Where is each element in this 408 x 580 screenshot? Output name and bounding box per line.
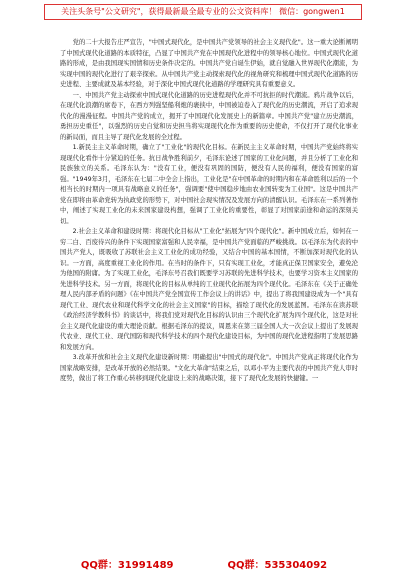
paragraph: 一、中国共产党主动探索中国式现代化道路的历史进程现代化并不可抗拒的时代潮流。鸦片战争以后，在现代化浪潮的席卷下，在西方列强坚船利炮的裹挟中，中国被迫卷入了现代化的历史潮流，开启了追求现代化的漫漫征程。中国共产党的成立，揭开了中国现代化发展史上的新篇章。中国共产党"建立历史潮流，勇担历史重任"，以强烈的历史自觉和历史担当将实现现代化作为重要的历史使命，不仅打开了现代化事业的新局面，而且主导了现代化发展的全过程。 <box>60 91 358 141</box>
paragraph: 3.改革开放和社会主义现代化建设新时期：明确提出"中国式的现代化"。中国共产党真正将现代化作为国家战略安排，是改革开放的必然结果。"文化大革命"结束之后，以邓小平为主要代表的中国共产党人审时度势，做出了将工作重心转移到现代化建设上来的战略决策，接下了现代化发展的快捷键。一 <box>60 354 358 382</box>
paragraph: 2.社会主义革命和建设时期：将现代化目标从"工业化"拓展为"四个现代化"。新中国成立后，如何在一穷二白、百废待兴的条件下实现国家富强和人民幸福，是中国共产党面临的严峻挑战。以毛泽东为代表的中国共产党人，既吸收了苏联社会主义工业化的成功经验，又结合中国的基本国情，不断加深对现代化的认识。一方面，高度重视工业化的作用。在当时的条件下，只有实现工业化，才能真正保卫国家安全，避免沦为他国的附庸。为了实现工业化，毛泽东号召我们既要学习苏联的先进科学技术，也要学习资本主义国家的先进科学技术。另一方面，将现代化的目标从单纯的工业现代化拓展为四个现代化。毛泽东在《关于正确处理人民内部矛盾的问题》《在中国共产党全国宣传工作会议上的讲话》中，提出了将我国建设成为一个"具有现代工业、现代农业和现代科学文化的社会主义国家"的目标，描绘了现代化的发展蓝图。毛泽东在读苏联《政治经济学教科书》的谈话中，将我们党对现代化目标的认识由三个现代化扩展为四个现代化，这是对社会主义现代化建设的重大理论贡献。根据毛泽东的提议，周恩来在第三届全国人大一次会议上提出了发展现代农业、现代工业、现代国防和现代科学技术的四个现代化建设目标，为中国的现代化进程指明了发展思路和发展方向。 <box>60 228 358 351</box>
paragraph: 1.新民主主义革命时期，确立了"工业化"的现代化目标。在新民主主义革命时期，中国共产党始终将实现现代化看作十分紧迫的任务。抗日战争胜利前夕，毛泽东论述了国家的工业化问题，并且分析了工业化和民族独立的关系。毛泽东认为："没有工业，便没有巩固的国防，便没有人民的福利，便没有国家的富强。"1949年3月，毛泽东在七届二中全会上指出，工业化是"在中国革命的时期内和在革命胜利以后的一个相当长的时期内一项具有战略意义的任务"，强调要"使中国稳步地由农业国转变为工业国"。这是中国共产党在即将由革命党转为执政党的形势下，对中国社会现实情况及发展方向的清醒认识。毛泽东在一系列著作中，阐述了实现工业化的未来国家建设构想，强调了工业化的重要性，彰显了对国家前途和命运的深刻关切。 <box>60 144 358 225</box>
document-body <box>60 38 358 550</box>
qq-group-footer <box>0 553 408 569</box>
promo-banner-text: 关注头条号"公文研究"，获得最新最全最专业的公文资料库！ 微信：gongwen1 <box>61 7 345 16</box>
qq-group-1: QQ群：31991489 <box>80 560 174 571</box>
qq-group-2: QQ群：535304092 <box>227 560 328 571</box>
paragraph: 党的二十大报告庄严宣告，"中国式现代化，是中国共产党领导的社会主义现代化"。这一重大论断阐明了中国式现代化道路的本质特征，凸显了中国共产党在中国现代化进程中的领导核心地位。中国式现代化道路的形成，是由我国现实国情和历史条件决定的。中国共产党自诞生伊始，就自觉融入世界现代化潮流，为实现中国的现代化进行了艰辛探索。从中国共产党主动探索现代化的视角研究和梳理中国式现代化道路的历史进程、主要成就及基本经验，对于深化中国式现代化道路的学理研究具有重要意义。 <box>60 39 358 88</box>
promo-banner <box>44 4 362 20</box>
